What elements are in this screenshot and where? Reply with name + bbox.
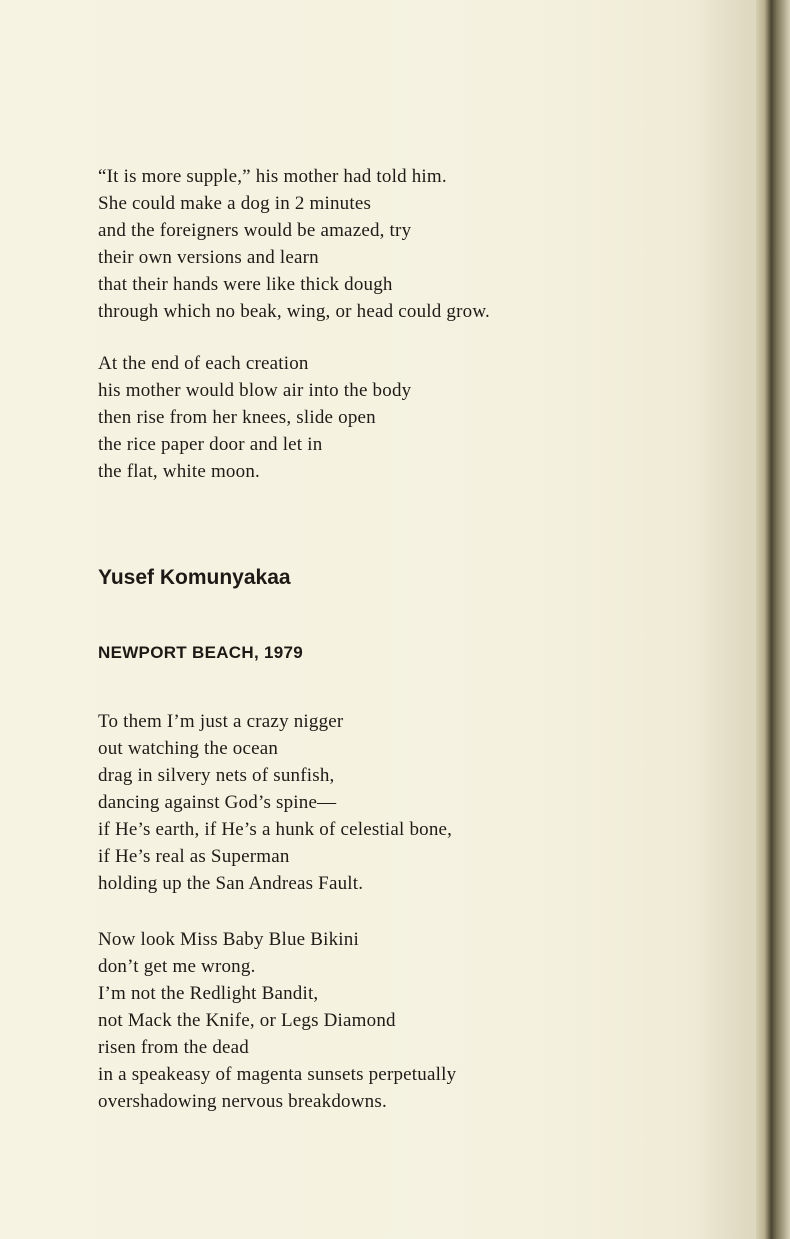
poem-stanza-1 [98, 708, 452, 897]
page-edge-shadow [756, 0, 790, 1239]
poem-line: then rise from her knees, slide open [98, 407, 376, 428]
poem-line: I’m not the Redlight Bandit, [98, 983, 319, 1004]
poem-line: out watching the ocean [98, 738, 279, 759]
poem-line: overshadowing nervous breakdowns. [98, 1091, 387, 1112]
poem-stanza-2 [98, 926, 456, 1115]
poem-title: NEWPORT BEACH, 1979 [98, 643, 304, 662]
poem-line: holding up the San Andreas Fault. [98, 873, 364, 894]
poem-line: “It is more supple,” his mother had told him. [98, 166, 447, 187]
poem-line: through which no beak, wing, or head could grow. [98, 301, 490, 322]
poem-line: their own versions and learn [98, 247, 319, 268]
poem-line: risen from the dead [98, 1037, 249, 1058]
poem-line: the rice paper door and let in [98, 434, 323, 455]
poem-line: the flat, white moon. [98, 461, 260, 482]
poem-line: At the end of each creation [98, 353, 309, 374]
poem-line: To them I’m just a crazy nigger [98, 711, 344, 732]
poem-line: if He’s real as Superman [98, 846, 290, 867]
previous-poem-stanza-1 [98, 163, 490, 325]
poem-line: if He’s earth, if He’s a hunk of celestial bone, [98, 819, 453, 840]
poem-line: his mother would blow air into the body [98, 380, 412, 401]
poem-line: and the foreigners would be amazed, try [98, 220, 412, 241]
previous-poem-stanza-2 [98, 350, 411, 485]
poem-line: Now look Miss Baby Blue Bikini [98, 929, 359, 950]
poem-line: not Mack the Knife, or Legs Diamond [98, 1010, 396, 1031]
poem-line: She could make a dog in 2 minutes [98, 193, 372, 214]
poem-line: that their hands were like thick dough [98, 274, 393, 295]
poem-line: dancing against God’s spine— [98, 792, 337, 813]
poem-line: don’t get me wrong. [98, 956, 256, 977]
author-name: Yusef Komunyakaa [98, 566, 291, 589]
poem-line: drag in silvery nets of sunfish, [98, 765, 335, 786]
page-gutter-shading [700, 0, 756, 1239]
poem-line: in a speakeasy of magenta sunsets perpetually [98, 1064, 457, 1085]
